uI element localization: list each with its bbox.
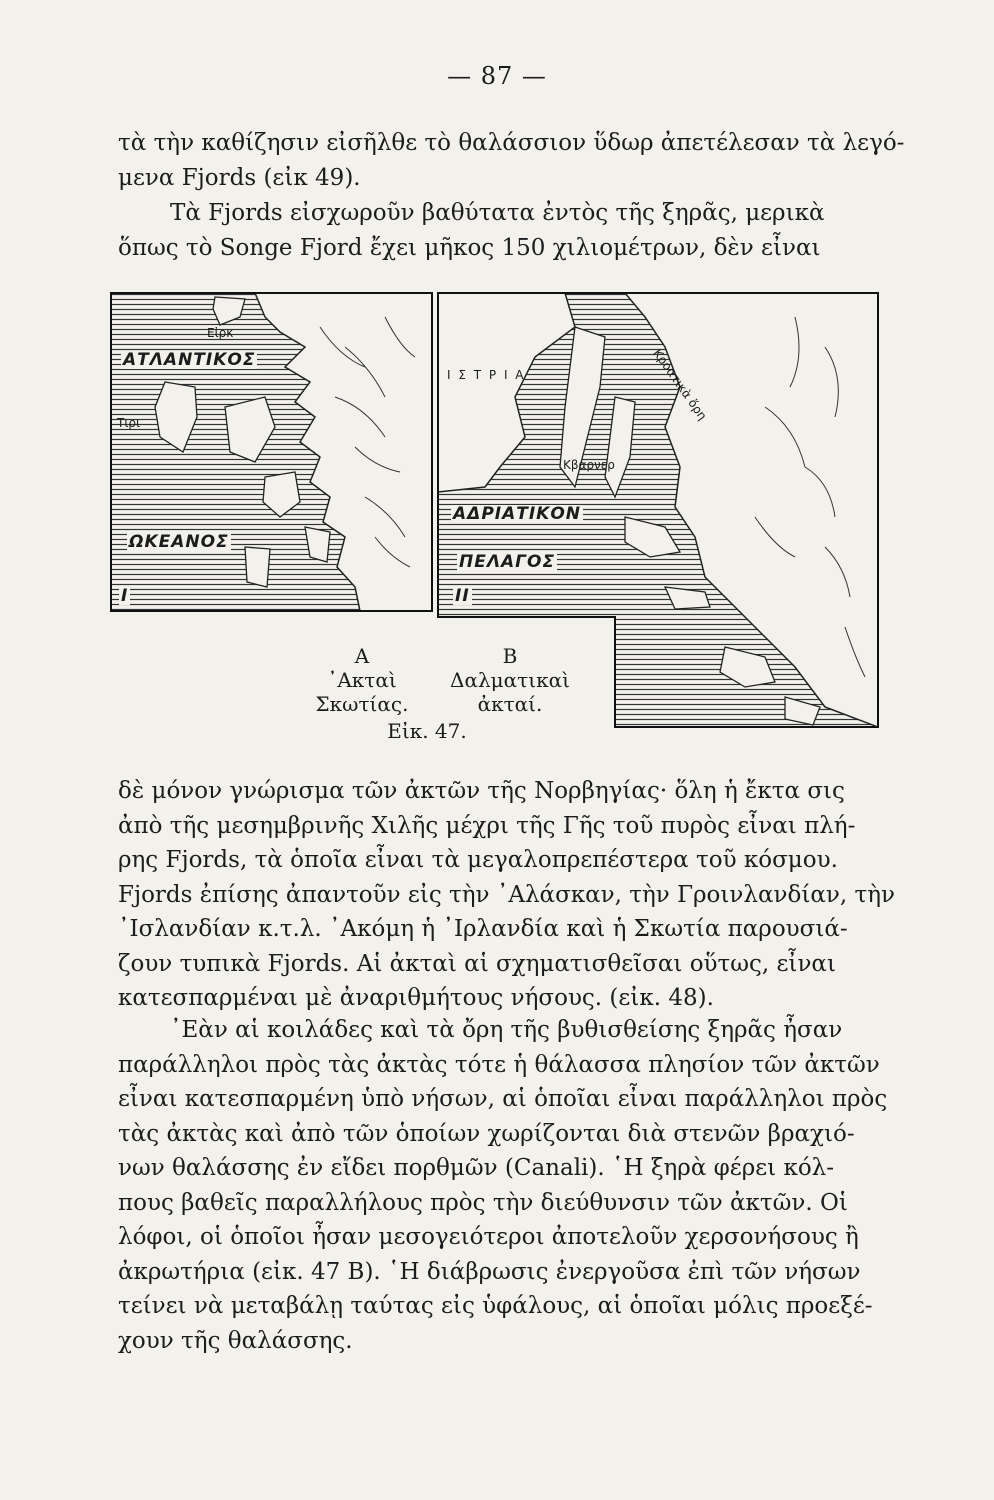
- text-line: ἀπὸ τῆς μεσημβρινῆς Χιλῆς μέχρι τῆς Γῆς τοῦ πυρὸς εἶναι πλή-: [118, 812, 856, 839]
- text-line: ρης Fjords, τὰ ὁποῖα εἶναι τὰ μεγαλοπρεπέστερα τοῦ κόσμου.: [118, 847, 838, 873]
- label-tiri: Τιρι: [117, 416, 141, 430]
- map-scotland: [111, 293, 432, 611]
- label-ocean: ΩΚΕΑΝΟΣ: [129, 532, 229, 552]
- intro-paragraph: [118, 126, 905, 195]
- label-croatian-mountains: Κροατικὰ ὄρη: [650, 346, 710, 423]
- text-line: χουν τῆς θαλάσσης.: [118, 1327, 353, 1354]
- label-adriatic: ΑΔΡΙΑΤΙΚΟΝ: [453, 504, 582, 524]
- text-line: ὅπως τὸ Songe Fjord ἔχει μῆκος 150 χιλιομέτρων, δὲν εἶναι: [118, 234, 821, 261]
- text-line: νων θαλάσσης ἐν εἴδει πορθμῶν (Canali). ῾Η ξηρὰ φέρει κόλ-: [118, 1155, 835, 1181]
- text-line: λόφοι, οἱ ὁποῖοι ἦσαν μεσογειότεροι ἀποτελοῦν χερσονήσους ἢ: [118, 1224, 859, 1250]
- text-line: Fjords ἐπίσης ἀπαντοῦν εἰς τὴν ᾿Αλάσκαν, τὴν Γροινλανδίαν, τὴν: [118, 881, 895, 908]
- text-line: ᾿Εὰν αἱ κοιλάδες καὶ τὰ ὄρη τῆς βυθισθείσης ξηρᾶς ἦσαν: [170, 1017, 843, 1043]
- text-line: δὲ μόνον γνώρισμα τῶν ἀκτῶν τῆς Νορβηγίας· ὅλη ἡ ἔκτα σις: [118, 778, 845, 804]
- label-atlantic: ΑΤΛΑΝΤΙΚΟΣ: [123, 350, 256, 370]
- figure-caption: Εἰκ. 47.: [387, 719, 467, 743]
- text-line: ᾿Ισλανδίαν κ.τ.λ. ᾿Ακόμη ἡ ᾿Ιρλανδία καὶ ἡ Σκωτία παρουσιά-: [118, 916, 848, 942]
- text-line: ἀκρωτήρια (εἰκ. 47 Β). ῾Η διάβρωσις ἐνεργοῦσα ἐπὶ τῶν νήσων: [118, 1258, 861, 1285]
- text-line: τείνει νὰ μεταβάλῃ ταύτας εἰς ὑφάλους, αἱ ὁποῖαι μόλις προεξέ-: [118, 1293, 873, 1319]
- main-paragraph: [118, 774, 895, 1016]
- figure-47: [105, 287, 885, 747]
- text-line: τὰς ἀκτὰς καὶ ἀπὸ τῶν ὁποίων χωρίζονται διὰ στενῶν βραχιό-: [118, 1120, 855, 1147]
- text-line: Τὰ Fjords εἰσχωροῦν βαθύτατα ἐντὸς τῆς ξηρᾶς, μερικὰ: [170, 200, 825, 226]
- text-line: τὰ τὴν καθίζησιν εἰσῆλθε τὸ θαλάσσιον ὕδωρ ἀπετέλεσαν τὰ λεγό-: [118, 130, 905, 156]
- valleys-paragraph: [118, 1013, 888, 1358]
- caption-b: Β Δαλματικαὶ ἀκταί.: [450, 644, 570, 716]
- label-sea: ΠΕΛΑΓΟΣ: [459, 552, 556, 572]
- label-numeral-ii: II: [455, 586, 470, 606]
- text-line: πους βαθεῖς παραλλήλους πρὸς τὴν διεύθυνσιν τῶν ἀκτῶν. Οἱ: [118, 1189, 848, 1216]
- label-istria: Ι Σ Τ Ρ Ι Α: [447, 368, 526, 382]
- text-line: κατεσπαρμέναι μὲ ἀναριθμήτους νήσους. (εἰκ. 48).: [118, 985, 714, 1011]
- fjords-paragraph: [118, 196, 858, 265]
- page-number: — 87 —: [447, 62, 547, 90]
- label-numeral-i: I: [121, 586, 129, 606]
- text-line: μενα Fjords (εἰκ 49).: [118, 164, 361, 191]
- caption-a: Α ᾿Ακταὶ Σκωτίας.: [315, 644, 409, 716]
- text-line: ζουν τυπικὰ Fjords. Αἱ ἀκταὶ αἱ σχηματισθεῖσαι οὕτως, εἶναι: [118, 950, 836, 977]
- label-kvarner: Κβαρνερ: [563, 458, 615, 472]
- text-line: εἶναι κατεσπαρμένη ὑπὸ νήσων, αἱ ὁποῖαι εἶναι παράλληλοι πρὸς: [118, 1086, 888, 1112]
- label-eirk: Εἰρκ: [207, 326, 234, 340]
- text-line: παράλληλοι πρὸς τὰς ἀκτὰς τότε ἡ θάλασσα πλησίον τῶν ἀκτῶν: [118, 1051, 880, 1078]
